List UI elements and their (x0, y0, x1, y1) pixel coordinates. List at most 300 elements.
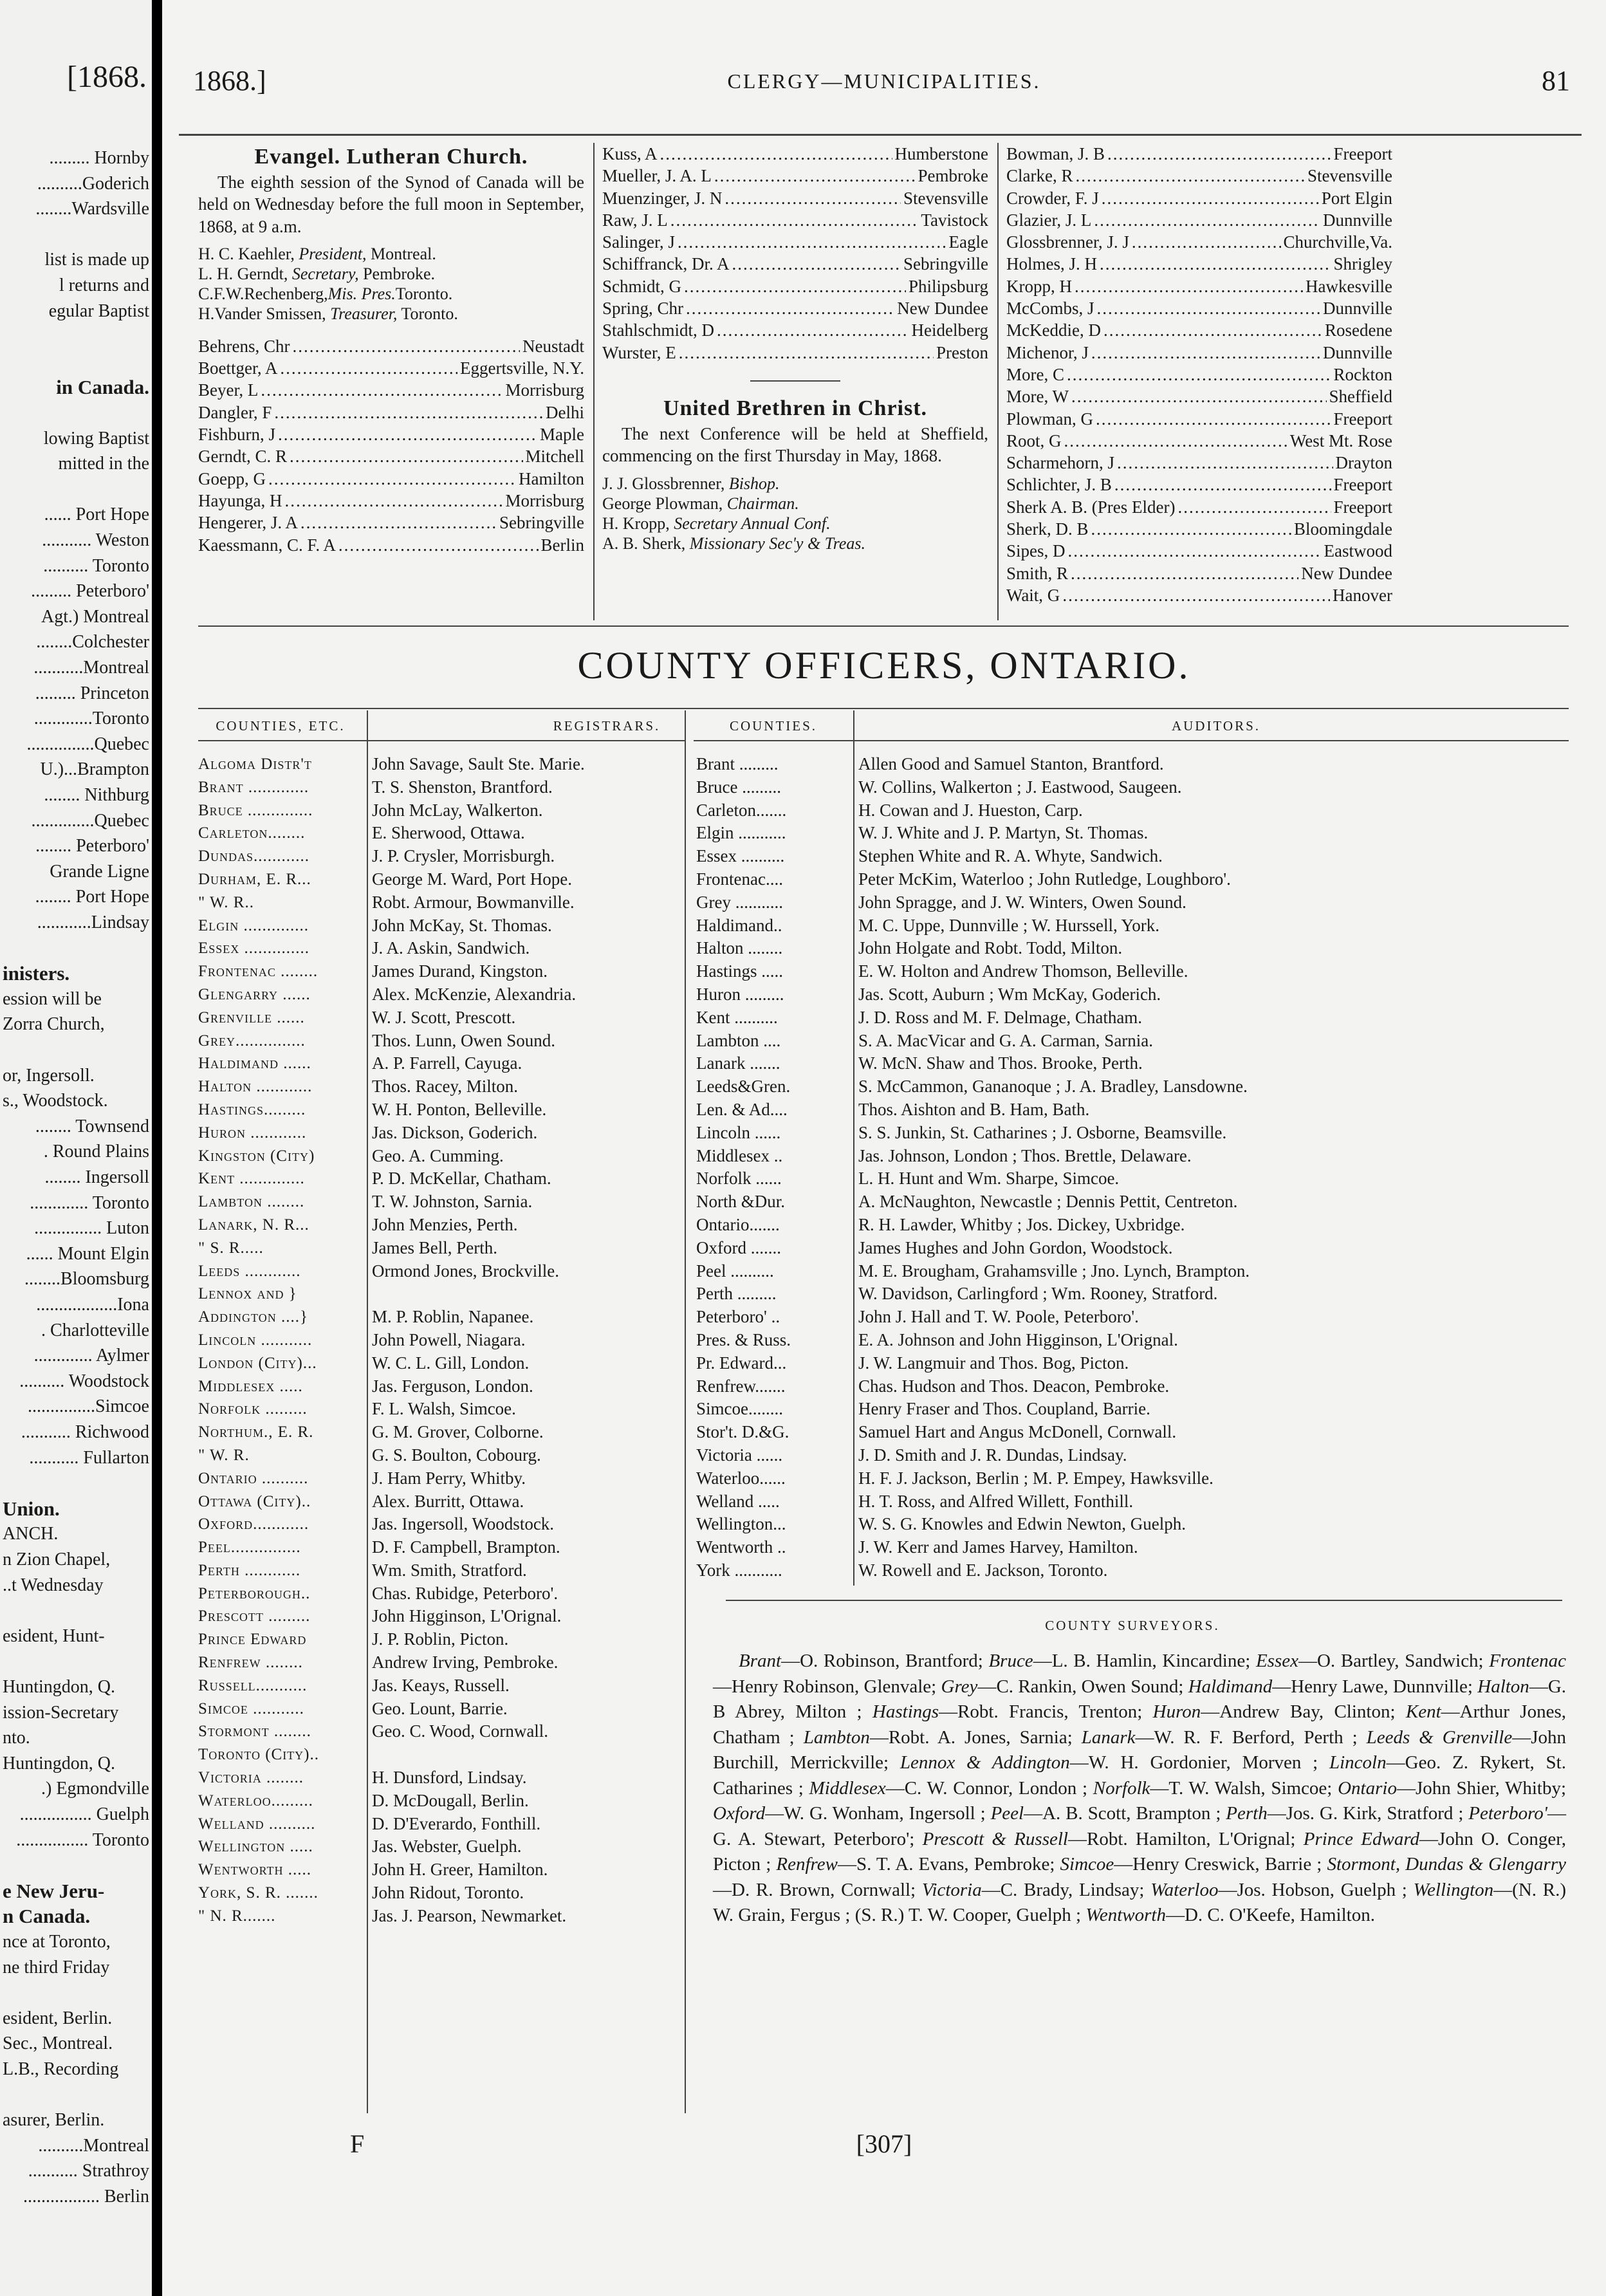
auditor-row (696, 799, 1569, 822)
auditor-row (696, 1167, 1569, 1190)
surveyor-county: Lambton (803, 1727, 870, 1748)
registrar-row (198, 1444, 685, 1467)
table-top-rule (198, 708, 1569, 709)
officer-names: John Powell, Niagara. (372, 1329, 526, 1349)
county-name: Grey ........... (696, 892, 783, 912)
officer-names: E. A. Johnson and John Higginson, L'Orignal. (858, 1329, 1178, 1349)
registrar-row (198, 1628, 685, 1651)
officer-names: M. P. Roblin, Napanee. (372, 1307, 534, 1327)
officer-role: Secretary, (291, 264, 359, 283)
adjacent-page-line: ............. Toronto (30, 1192, 149, 1213)
dot-leader (292, 335, 520, 357)
county-name: Ontario....... (696, 1214, 780, 1234)
clergy-place: Pembroke (918, 166, 988, 186)
county-name: Essex .......... (696, 846, 785, 866)
adjacent-page-line: n Zion Chapel, (3, 1550, 111, 1569)
registrar-row (198, 822, 685, 845)
dot-leader (1075, 165, 1305, 187)
dot-leader (1096, 408, 1331, 430)
column-divider (997, 143, 999, 620)
clergy-name: Behrens, Chr (198, 336, 290, 356)
auditor-row (696, 1190, 1569, 1214)
registrar-row (198, 1421, 685, 1444)
clergy-place: Maple (540, 425, 584, 445)
county-name: Northum., E. R. (198, 1423, 314, 1441)
clergy-place: Dunnville (1323, 210, 1392, 230)
county-name: Addington ....} (198, 1308, 308, 1326)
registrar-row (198, 1006, 685, 1030)
adjacent-page-line: ession will be (3, 988, 102, 1009)
clergy-place: Churchville,Va. (1283, 232, 1392, 252)
officer-names: L. H. Hunt and Wm. Sharpe, Simcoe. (858, 1169, 1120, 1189)
county-name: Glengarry ...... (198, 985, 311, 1003)
officer-names: John Menzies, Perth. (372, 1214, 518, 1234)
auditor-row (696, 1306, 1569, 1329)
auditors-col-header-auditors: AUDITORS. (1171, 718, 1261, 734)
adjacent-page-line: nto. (3, 1728, 30, 1748)
clergy-place: Sheffield (1329, 387, 1392, 407)
registrar-row (198, 1605, 685, 1628)
clergy-name: Glossbrenner, J. J (1006, 232, 1129, 252)
county-name: Grey............... (198, 1032, 306, 1050)
clergy-entry (602, 209, 988, 231)
auditor-row (696, 1513, 1569, 1536)
clergy-entry (602, 275, 988, 297)
adjacent-page-line: mitted in the (58, 454, 149, 474)
auditor-row (696, 1536, 1569, 1559)
registrar-row (198, 1214, 685, 1237)
surveyor-name: —L. B. Hamlin, Kincardine; (1033, 1651, 1256, 1671)
surveyor-name: —Arthur Jones, Chatham ; (713, 1701, 1566, 1748)
registrar-row (198, 1674, 685, 1698)
officer-names: Andrew Irving, Pembroke. (372, 1653, 558, 1672)
clergy-entry (198, 445, 584, 467)
adjacent-page-line: ........ Ingersoll (44, 1167, 149, 1187)
auditor-row (696, 1444, 1569, 1467)
officer-names: J. Ham Perry, Whitby. (372, 1468, 526, 1488)
county-name: Russell........... (198, 1676, 308, 1694)
adjacent-page-line: ...............Quebec (26, 734, 149, 754)
dot-leader (1100, 253, 1331, 275)
surveyor-county: Huron (1152, 1701, 1201, 1722)
auditor-row (696, 1398, 1569, 1421)
adjacent-page-line: ........... Weston (42, 530, 149, 550)
county-name: Lambton ........ (198, 1193, 305, 1211)
lutheran-heading: Evangel. Lutheran Church. (254, 145, 528, 169)
auditors-table (696, 753, 1569, 1582)
lutheran-intro: The eighth session of the Synod of Canada will be held on Wednesday before the full moon in September, 1868, at 9 a.m. (198, 172, 584, 236)
clergy-place: Dunnville (1323, 299, 1392, 319)
adjacent-page-line: . Charlotteville (41, 1320, 149, 1340)
officer-names: John McKay, St. Thomas. (372, 915, 552, 935)
surveyor-name: —W. G. Wonham, Ingersoll ; (765, 1803, 991, 1824)
surveyor-name: —Jos. Hobson, Guelph ; (1218, 1879, 1414, 1900)
officer-names: Samuel Hart and Angus McDonell, Cornwall. (858, 1422, 1177, 1442)
clergy-place: Hamilton (519, 468, 584, 488)
county-name: Wentworth .. (696, 1537, 786, 1557)
surveyor-county: Peel (990, 1803, 1024, 1824)
adjacent-page-line: inisters. (3, 963, 70, 985)
county-name: North &Dur. (696, 1192, 785, 1212)
dot-leader (1117, 452, 1333, 474)
auditor-row (696, 845, 1569, 868)
section-rule (198, 625, 1569, 627)
adjacent-page-line: . Round Plains (43, 1142, 149, 1162)
registrar-row (198, 1190, 685, 1214)
auditor-row (696, 1075, 1569, 1098)
registrar-row (198, 776, 685, 799)
surveyor-county: Norfolk (1093, 1777, 1150, 1799)
clergy-place: New Dundee (897, 299, 988, 319)
surveyor-county: Ontario (1338, 1777, 1397, 1799)
surveyor-county: Brant (739, 1651, 782, 1671)
auditor-row (696, 776, 1569, 799)
adjacent-page-line: l returns and (59, 275, 149, 295)
adjacent-page-line: ......... Princeton (35, 683, 149, 703)
page (162, 0, 1606, 2296)
county-name: Prescott ......... (198, 1607, 311, 1625)
clergy-place: Mitchell (525, 447, 584, 467)
adjacent-page-line: .............Toronto (33, 708, 149, 729)
officer-names: E. Sherwood, Ottawa. (372, 823, 525, 843)
officer-names: W. J. Scott, Prescott. (372, 1007, 516, 1027)
clergy-entry (1006, 231, 1392, 253)
surveyor-county: Lennox & Addington (900, 1752, 1070, 1773)
dot-leader (1097, 297, 1320, 319)
county-name: Renfrew ........ (198, 1654, 303, 1672)
adjacent-page-line: U.)...Brampton (40, 759, 149, 780)
adjacent-page-line: Union. (3, 1498, 60, 1519)
clergy-name: Bowman, J. B (1006, 144, 1105, 163)
clergy-entry (198, 402, 584, 423)
clergy-place: Stevensville (903, 188, 988, 208)
officer-names: Jas. Johnson, London ; Thos. Brettle, Delaware. (858, 1145, 1192, 1165)
signature-mark: F (350, 2129, 365, 2158)
dot-leader (1091, 518, 1292, 540)
auditors-col-header-counties: COUNTIES. (729, 718, 818, 734)
adjacent-page-line: ........ Port Hope (35, 887, 149, 907)
clergy-entry (198, 379, 584, 401)
registrars-col-header-registrars: REGISTRARS. (553, 718, 661, 734)
county-name: Bruce .............. (198, 801, 313, 819)
adjacent-page-line: ..............Quebec (31, 810, 149, 831)
surveyor-name: —Robt. A. Jones, Sarnia; (869, 1727, 1082, 1748)
county-name: Victoria ...... (696, 1445, 783, 1465)
clergy-entry (1006, 209, 1392, 231)
surveyor-county: Perth (1226, 1803, 1268, 1824)
county-name: Renfrew....... (696, 1376, 786, 1396)
county-name: Len. & Ad.... (696, 1099, 788, 1119)
officer-names (367, 1282, 685, 1306)
dot-leader (1114, 474, 1331, 495)
registrar-row (198, 1559, 685, 1582)
officer-names: Henry Fraser and Thos. Coupland, Barrie. (858, 1399, 1150, 1419)
auditor-row (696, 822, 1569, 845)
registrar-row (198, 1698, 685, 1721)
auditor-row (696, 1375, 1569, 1398)
clergy-name: Crowder, F. J (1006, 188, 1099, 208)
auditor-row (696, 1237, 1569, 1260)
adjacent-page-line: ...... Port Hope (44, 505, 149, 525)
clergy-place: Humberstone (894, 144, 988, 163)
clergy-place: Morrisburg (505, 380, 584, 400)
surveyor-name: —Jos. G. Kirk, Stratford ; (1267, 1803, 1469, 1824)
clergy-entry (602, 165, 988, 187)
surveyor-county: Prince Edward (1303, 1828, 1420, 1849)
county-name: Frontenac.... (696, 869, 783, 889)
officer-names: John H. Greer, Hamilton. (372, 1860, 548, 1880)
surveyor-name: —Andrew Bay, Clinton; (1201, 1701, 1406, 1722)
lutheran-clergy-col2 (602, 143, 988, 553)
adjacent-page-line: esident, Berlin. (3, 2008, 113, 2028)
county-name: Lanark, N. R... (198, 1216, 309, 1234)
officer-names: Jas. Scott, Auburn ; Wm McKay, Goderich. (858, 984, 1161, 1004)
auditor-row (696, 868, 1569, 891)
auditor-row (696, 1467, 1569, 1490)
clergy-place: Tavistock (921, 210, 988, 230)
clergy-name: More, W (1006, 387, 1069, 407)
officer-names: Stephen White and R. A. Whyte, Sandwich. (858, 846, 1163, 866)
adjacent-page-line: n Canada. (3, 1906, 91, 1927)
clergy-entry (1006, 297, 1392, 319)
column-divider (593, 143, 595, 620)
registrar-row (198, 1720, 685, 1743)
county-name: Oxford ....... (696, 1237, 781, 1257)
auditor-row (696, 753, 1569, 776)
dot-leader (714, 165, 916, 187)
clergy-place: Hanover (1333, 585, 1392, 605)
clergy-entry (1006, 165, 1392, 187)
registrar-row (198, 1282, 685, 1306)
county-name: Waterloo...... (696, 1468, 786, 1488)
surveyor-county: Waterloo (1150, 1879, 1219, 1900)
registrars-header-rule (198, 740, 685, 741)
county-name: Grenville ...... (198, 1008, 305, 1026)
officer-name: H.Vander Smissen, (198, 304, 331, 323)
county-name: Brant ............. (198, 778, 309, 796)
clergy-place: Berlin (540, 535, 584, 555)
surveyor-name: —D. R. Brown, Cornwall; (713, 1879, 922, 1900)
dot-leader (686, 297, 894, 319)
county-name: Lanark ....... (696, 1053, 780, 1073)
adjacent-page-line: ..t Wednesday (3, 1575, 104, 1595)
officer-names: Jas. J. Pearson, Newmarket. (372, 1905, 567, 1925)
dot-leader (725, 187, 901, 209)
county-name: York, S. R. ....... (198, 1884, 318, 1902)
brethren-intro: The next Conference will be held at Sheffield, commencing on the first Thursday in May, 1868. (602, 423, 988, 466)
adjacent-page-line: ............... Luton (34, 1218, 149, 1239)
registrar-row (198, 1352, 685, 1375)
adjacent-page-line: .......... Woodstock (19, 1371, 149, 1391)
clergy-entry (1006, 518, 1392, 540)
clergy-name: Sipes, D (1006, 541, 1066, 561)
county-name: " W. R.. (198, 893, 254, 911)
clergy-name: Salinger, J (602, 232, 675, 252)
surveyor-name: —John O. Conger, Picton ; (713, 1828, 1566, 1875)
brethren-officers (602, 474, 988, 553)
clergy-name: Smith, R (1006, 563, 1069, 583)
adjacent-page-line: ............Lindsay (37, 912, 149, 932)
auditor-row (696, 891, 1569, 914)
registrar-row (198, 1145, 685, 1168)
county-name: " W. R. (198, 1446, 250, 1464)
officer-names: John Savage, Sault Ste. Marie. (372, 754, 585, 773)
dot-leader (1062, 584, 1330, 606)
county-officers-title: COUNTY OFFICERS, ONTARIO. (577, 644, 1191, 687)
clergy-name: Fishburn, J (198, 425, 276, 445)
surveyor-name: —O. Robinson, Brantford; (781, 1651, 989, 1671)
surveyor-name: —S. T. A. Evans, Pembroke; (837, 1854, 1060, 1875)
officer-name: J. J. Glossbrenner, (602, 474, 729, 493)
county-name: Halton ............ (198, 1078, 313, 1096)
adjacent-page-line: .......... Toronto (43, 555, 149, 576)
officer-names: G. M. Grover, Colborne. (372, 1422, 544, 1442)
adjacent-page-line: ne third Friday (3, 1957, 110, 1977)
officer-entry (198, 244, 584, 264)
officer-names: W. Davidson, Carlingford ; Wm. Rooney, Stratford. (858, 1284, 1218, 1304)
clergy-name: Kaessmann, C. F. A (198, 535, 336, 555)
officer-place: Toronto. (395, 284, 453, 303)
officer-names: D. D'Everardo, Fonthill. (372, 1813, 541, 1833)
officer-names: Jas. Webster, Guelph. (372, 1837, 522, 1856)
clergy-name: Sherk, D. B (1006, 519, 1089, 539)
dot-leader (268, 468, 516, 490)
officer-entry (198, 304, 584, 324)
clergy-name: Stahlschmidt, D (602, 320, 714, 340)
surveyor-name: —G. B Abrey, Milton ; (713, 1676, 1567, 1722)
clergy-name: Kuss, A (602, 144, 658, 163)
surveyor-name: —O. Bartley, Sandwich; (1298, 1651, 1490, 1671)
county-name: Simcoe ........... (198, 1699, 304, 1717)
surveyor-county: Hastings (872, 1701, 939, 1722)
adjacent-page-line: Huntingdon, Q. (3, 1753, 115, 1773)
adjacent-page-line: ........... Richwood (21, 1422, 149, 1442)
dot-leader (678, 231, 946, 253)
adjacent-page-line: ........Wardsville (35, 199, 149, 219)
adjacent-page-line: ........Bloomsburg (24, 1269, 149, 1290)
adjacent-page-line: list is made up (44, 250, 149, 270)
officer-names: J. W. Langmuir and Thos. Bog, Picton. (858, 1353, 1129, 1373)
registrar-row (198, 753, 685, 776)
county-name: Carleton........ (198, 824, 306, 842)
dot-leader (300, 512, 497, 533)
surveyor-name: —C. Brady, Lindsay; (981, 1879, 1151, 1900)
registrar-row (198, 1260, 685, 1283)
clergy-entry (1006, 187, 1392, 209)
surveyor-county: Grey (941, 1676, 978, 1697)
clergy-place: Stevensville (1307, 166, 1392, 186)
registrar-row (198, 1790, 685, 1813)
officer-place: Montreal. (366, 244, 436, 263)
officer-names: Alex. McKenzie, Alexandria. (372, 984, 577, 1004)
registrar-row (198, 1582, 685, 1606)
page-number: 81 (1542, 65, 1570, 97)
registrar-row (198, 1237, 685, 1260)
clergy-place: Eagle (948, 232, 988, 252)
clergy-name: Kropp, H (1006, 276, 1072, 296)
registrar-row (198, 1536, 685, 1559)
officer-names: Robt. Armour, Bowmanville. (372, 892, 575, 912)
auditor-row (696, 1098, 1569, 1122)
county-name: Stormont ........ (198, 1723, 311, 1741)
officer-names: John J. Hall and T. W. Poole, Peterboro'. (858, 1307, 1139, 1327)
clergy-name: Gerndt, C. R (198, 447, 287, 467)
officer-names: Jas. Dickson, Goderich. (372, 1122, 538, 1142)
surveyor-name: —W. R. F. Berford, Perth ; (1135, 1727, 1367, 1748)
county-name: Norfolk ......... (198, 1400, 308, 1418)
surveyor-county: Stormont, Dundas & Glengarry (1327, 1854, 1566, 1875)
registrar-row (198, 1490, 685, 1514)
officer-names: D. McDougall, Berlin. (372, 1790, 529, 1810)
registrar-row (198, 1375, 685, 1398)
running-title: CLERGY—MUNICIPALITIES. (727, 69, 1041, 93)
officer-names: P. D. McKellar, Chatham. (372, 1169, 551, 1189)
auditor-row (696, 1260, 1569, 1283)
registrar-row (198, 1835, 685, 1858)
adjacent-page-line: Zorra Church, (3, 1014, 105, 1035)
officer-name: A. B. Sherk, (602, 533, 690, 553)
county-name: Stor't. D.&G. (696, 1422, 789, 1442)
officer-entry (602, 494, 988, 514)
officer-names: John Holgate and Robt. Todd, Milton. (858, 938, 1123, 958)
adjacent-page-line: Grande Ligne (50, 861, 149, 882)
clergy-name: Beyer, L (198, 380, 259, 400)
officer-role: Chairman. (726, 494, 799, 513)
registrar-row (198, 1306, 685, 1329)
officer-names (367, 1743, 685, 1766)
auditor-row (696, 1329, 1569, 1352)
county-name: Halton ........ (696, 938, 783, 958)
clergy-entry (1006, 452, 1392, 474)
clergy-entry (1006, 342, 1392, 364)
officer-names: T. S. Shenston, Brantford. (372, 777, 553, 797)
dot-leader (1107, 143, 1331, 165)
county-name: Leeds ............ (198, 1262, 301, 1280)
officer-names: W. Rowell and E. Jackson, Toronto. (858, 1560, 1108, 1580)
clergy-entry (198, 490, 584, 512)
officer-role: Missionary Sec'y & Treas. (689, 533, 866, 553)
registrars-col-header-counties: COUNTIES, ETC. (216, 718, 346, 734)
officer-names: John McLay, Walkerton. (372, 800, 543, 820)
clergy-place: Dunnville (1323, 342, 1392, 362)
clergy-entry (1006, 143, 1392, 165)
adjacent-page-line: ..........Goderich (37, 173, 149, 194)
officer-names: S. A. MacVicar and G. A. Carman, Sarnia. (858, 1030, 1154, 1050)
officer-names: S. McCammon, Gananoque ; J. A. Bradley, Lansdowne. (858, 1077, 1248, 1097)
county-name: York ........... (696, 1560, 782, 1580)
county-name: Essex .............. (198, 940, 310, 958)
county-name: Huron ......... (696, 984, 784, 1004)
clergy-place: Eastwood (1324, 541, 1392, 561)
dot-leader (1064, 430, 1288, 452)
county-name: Huron ............ (198, 1124, 307, 1142)
auditor-row (696, 1490, 1569, 1514)
registrar-row (198, 891, 685, 914)
dot-leader (261, 379, 503, 401)
surveyor-name: —Henry Creswick, Barrie ; (1114, 1854, 1327, 1875)
page-reference: [307] (856, 2129, 912, 2158)
county-name: Pres. & Russ. (696, 1329, 791, 1349)
auditors-bottom-rule (726, 1600, 1562, 1601)
clergy-entry (602, 342, 988, 364)
officer-names: W. J. White and J. P. Martyn, St. Thomas. (858, 823, 1149, 843)
county-name: " S. R..... (198, 1239, 264, 1257)
county-name: Wellington ..... (198, 1838, 313, 1856)
officer-role: Secretary Annual Conf. (674, 514, 831, 533)
surveyor-name: —G. A. Stewart, Peterboro'; (713, 1803, 1566, 1849)
county-name: Toronto (City).. (198, 1746, 320, 1764)
clergy-place: Freeport (1333, 475, 1392, 495)
